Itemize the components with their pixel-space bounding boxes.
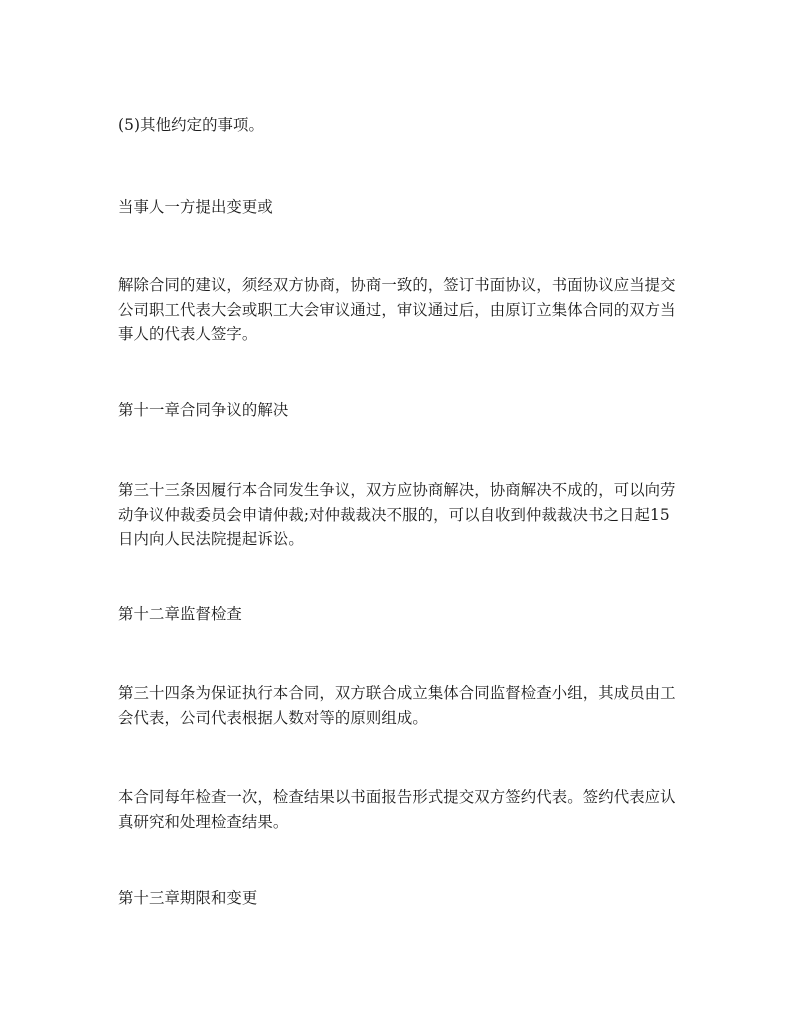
text-line: 公司职工代表大会或职工大会审议通过，审议通过后，由原订立集体合同的双方当 <box>118 300 676 319</box>
text-line: 动争议仲裁委员会申请仲裁;对仲裁裁决不服的，可以自收到仲裁裁决书之日起15 <box>118 505 670 524</box>
text-line: 日内向人民法院提起诉讼。 <box>118 530 304 549</box>
text-line: 会代表，公司代表根据人数对等的原则组成。 <box>118 708 428 727</box>
paragraph-annual-inspection <box>118 785 718 834</box>
article-34 <box>118 681 718 730</box>
text-line: 第三十三条因履行本合同发生争议，双方应协商解决，协商解决不成的，可以向劳 <box>118 481 676 499</box>
clause-item-5 <box>118 113 718 138</box>
text-line: 解除合同的建议，须经双方协商，协商一致的，签订书面协议，书面协议应当提交 <box>118 276 676 294</box>
heading-text: 第十二章监督检查 <box>118 605 242 623</box>
text-line: 当事人一方提出变更或 <box>118 198 273 216</box>
text-line: 本合同每年检查一次，检查结果以书面报告形式提交双方签约代表。签约代表应认 <box>118 788 676 806</box>
text-line: (5)其他约定的事项。 <box>118 116 265 134</box>
chapter-heading-11 <box>118 398 718 423</box>
chapter-heading-12 <box>118 602 718 627</box>
text-line: 事人的代表人签字。 <box>118 325 258 344</box>
chapter-heading-13 <box>118 886 718 911</box>
paragraph-change-proposal <box>118 195 718 220</box>
text-line: 真研究和处理检查结果。 <box>118 812 289 831</box>
heading-text: 第十三章期限和变更 <box>118 889 258 907</box>
paragraph-termination-procedure <box>118 273 718 347</box>
heading-text: 第十一章合同争议的解决 <box>118 401 289 419</box>
text-line: 第三十四条为保证执行本合同，双方联合成立集体合同监督检查小组，其成员由工 <box>118 684 676 702</box>
article-33 <box>118 478 718 552</box>
